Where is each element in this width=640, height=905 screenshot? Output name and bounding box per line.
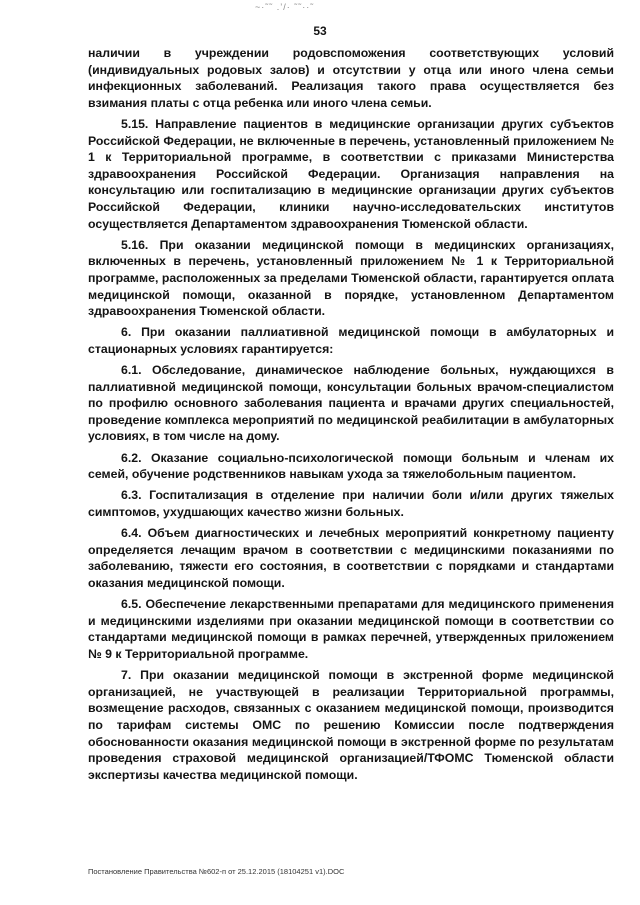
paragraph-6-4: 6.4. Объем диагностических и лечебных мероприятий конкретному пациенту определяется лечащим врачом в соответствии с медицинскими показаниями по заболеванию, тяжести его состояния, в соответствии с порядками и стандартами оказания медицинской помощи.	[88, 526, 614, 590]
document-body	[88, 45, 614, 788]
paragraph-6-1: 6.1. Обследование, динамическое наблюдение больных, нуждающихся в паллиативной медицинской помощи, консультации больных врачом-специалистом по профилю основного заболевания пациента и врачами других специальностей, проведение комплекса мероприятий по медицинской реабилитации в амбулаторных условиях, в том числе на дому.	[88, 363, 614, 444]
paragraph-6-5: 6.5. Обеспечение лекарственными препаратами для медицинского применения и медицинскими изделиями при оказании медицинской помощи в соответствии со стандартами медицинской помощи в рамках перечней, утвержденных приложением № 9 к Территориальной программе.	[88, 597, 614, 661]
paragraph-6: 6. При оказании паллиативной медицинской помощи в амбулаторных и стационарных условиях гарантируется:	[88, 325, 614, 356]
document-footer: Постановление Правительства №602-п от 25.12.2015 (18104251 v1).DOC	[88, 867, 345, 876]
page-number: 53	[313, 24, 327, 38]
paragraph-5-16: 5.16. При оказании медицинской помощи в медицинских организациях, включенных в перечень, установленный приложением № 1 к Территориальной программе, расположенных за пределами Тюменской области, гарантируется оплата медицинской помощи, оказанной в порядке, установленном Департаментом здравоохранения Тюменской области.	[88, 237, 614, 319]
paragraph-7: 7. При оказании медицинской помощи в экстренной форме медицинской организацией, не участвующей в реализации Территориальной программы, возмещение расходов, связанных с оказанием медицинской помощи, производится по тарифам системы ОМС по решению Комиссии после подтверждения обоснованности оказания медицинской помощи в экстренной форме по результатам проведения страховой медицинской организацией/ТФОМС Тюменской области экспертизы качества медицинской помощи.	[88, 668, 614, 782]
paragraph-6-2: 6.2. Оказание социально-психологической помощи больным и членам их семей, обучение родственников навыкам ухода за тяжелобольным пациентом.	[88, 450, 614, 482]
paragraph-continuation: наличии в учреждении родовспоможения соответствующих условий (индивидуальных родовых залов) и отсутствии у отца или иного члена семьи инфекционных заболеваний. Реализация такого права осуществляется без взимания платы с отца ребенка или иного члена семьи.	[88, 46, 614, 110]
paragraph-6-3: 6.3. Госпитализация в отделение при наличии боли и/или других тяжелых симптомов, ухудшающих качество жизни больных.	[88, 488, 614, 519]
paragraph-5-15: 5.15. Направление пациентов в медицинские организации других субъектов Российской Федерации, не включенные в перечень, установленный приложением № 1 к Территориальной программе, в соответствии с приказами Министерства здравоохранения Российской Федерации. Организация направления на консультацию или госпитализацию в медицинские организации других субъектов Российской Федерации, клиники научно-исследовательских институтов осуществляется Департаментом здравоохранения Тюменской области.	[88, 116, 614, 231]
scan-marks: ~·˜˜ .’/· ˜˜··˜	[255, 2, 315, 12]
